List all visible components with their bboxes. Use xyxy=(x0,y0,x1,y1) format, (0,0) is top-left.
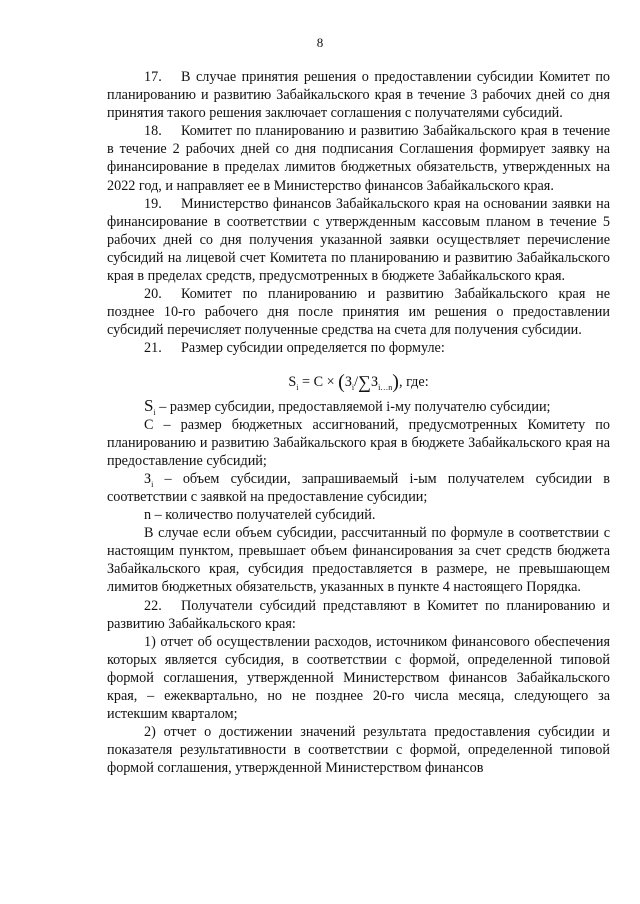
paragraph-22 xyxy=(107,597,610,633)
page-number: 8 xyxy=(316,35,324,50)
formula-close-paren: ) xyxy=(392,370,399,393)
list-item-1 xyxy=(107,633,610,723)
paragraph-excess-case xyxy=(107,524,610,596)
subsidy-formula xyxy=(107,371,610,393)
paragraph-text: В случае если объем субсидии, рассчитанный по формуле в соответствии с настоящим пунктом, превышает объем финансирования за счет средств бюджета Забайкальского края, субсидия предоставляется в размере, не превышающем лимитов бюджетных обязательств, указанных в пункте 4 настоящего Порядка. xyxy=(107,525,610,596)
formula-c: = C × xyxy=(298,373,339,390)
paragraph-text: Министерство финансов Забайкальского края на основании заявки на финансирование в соответствии с утвержденным кассовым планом в течение 5 рабочих дней со дня получения указанной заявки осуществляет перечисление субсидий на лицевой счет Комитета по планированию и развитию Забайкальского края в пределах средств, предусмотренных в бюджете Забайкальского края. xyxy=(107,195,610,285)
paragraph-number: 22. xyxy=(144,597,162,614)
definition-text: – размер бюджетных ассигнований, предусмотренных Комитету по планированию и развитию Забайкальского края в бюджете Забайкальского края на предоставление субсидий; xyxy=(107,416,610,469)
formula-sum-symbol: ∑ xyxy=(358,371,371,392)
paragraph-17 xyxy=(107,68,610,122)
paragraph-20 xyxy=(107,285,610,339)
definition-symbol: С xyxy=(144,416,154,433)
paragraph-text: В случае принятия решения о предоставлении субсидии Комитет по планированию и развитию Забайкальского края в течение 3 рабочих дней со дня принятия такого решения заключает соглашения с получателями субсидий. xyxy=(107,69,610,122)
definition-n xyxy=(107,506,610,524)
definition-text: – объем субсидии, запрашиваемый i-ым получателем субсидии в соответствии с заявкой на предоставление субсидии; xyxy=(107,470,610,505)
paragraph-text: Получатели субсидий представляют в Комитет по планированию и развитию Забайкальского края: xyxy=(107,597,610,632)
paragraph-text: Комитет по планированию и развитию Забайкальского края в течение в течение 2 рабочих дней со дня подписания Соглашения формирует заявку на финансирование в пределах лимитов бюджетных обязательств, утвержденных на 2022 год, и направляет ее в Министерство финансов Забайкальского края. xyxy=(107,123,610,194)
list-item-text: 2) отчет о достижении значений результата предоставления субсидии и показателя результативности в соответствии с формой, определенной типовой формой соглашения, утвержденной Министерством финансов xyxy=(107,724,610,777)
definition-text: n – количество получателей субсидий. xyxy=(144,507,376,524)
paragraph-19 xyxy=(107,195,610,285)
list-item-text: 1) отчет об осуществлении расходов, источником финансового обеспечения которых является субсидия, в соответствии с формой, определенной типовой формой соглашения, утвержденной Министерством финансов Забайкальского края, – ежеквартально, но не позднее 20-го числа месяца, следующего за истекшим кварталом; xyxy=(107,633,610,723)
paragraph-number: 21. xyxy=(144,340,162,357)
definition-subscript: i xyxy=(153,407,156,417)
definition-c xyxy=(107,416,610,470)
paragraph-18 xyxy=(107,122,610,194)
formula-z-total: З xyxy=(370,373,379,390)
formula-z: З xyxy=(344,373,352,390)
formula-z-subscript: i xyxy=(351,382,355,392)
list-item-2 xyxy=(107,723,610,777)
paragraph-number: 19. xyxy=(144,195,162,212)
definition-z xyxy=(107,470,610,506)
formula-range-subscript: i…n xyxy=(378,382,393,392)
document-body xyxy=(107,68,610,777)
formula-slash: / xyxy=(354,373,359,390)
definition-text: – размер субсидии, предоставляемой i-му получателю субсидии; xyxy=(155,398,551,415)
definition-symbol: S xyxy=(144,395,154,415)
definition-subscript: i xyxy=(151,479,154,489)
paragraph-number: 20. xyxy=(144,286,162,303)
paragraph-number: 17. xyxy=(144,69,162,85)
definition-symbol: З xyxy=(144,470,152,487)
paragraph-text: Комитет по планированию и развитию Забайкальского края не позднее 10-го рабочего дня после принятия им решения о предоставлении субсидий перечисляет полученные средства на счета для получения субсидии. xyxy=(107,286,610,339)
definition-s xyxy=(107,397,610,416)
formula-tail: , где: xyxy=(398,373,429,390)
formula-open-paren: ( xyxy=(338,370,345,393)
formula-s: S xyxy=(288,373,297,390)
formula-s-subscript: i xyxy=(296,382,299,392)
paragraph-21 xyxy=(107,339,610,357)
paragraph-number: 18. xyxy=(144,123,162,140)
paragraph-text: Размер субсидии определяется по формуле: xyxy=(181,340,445,357)
